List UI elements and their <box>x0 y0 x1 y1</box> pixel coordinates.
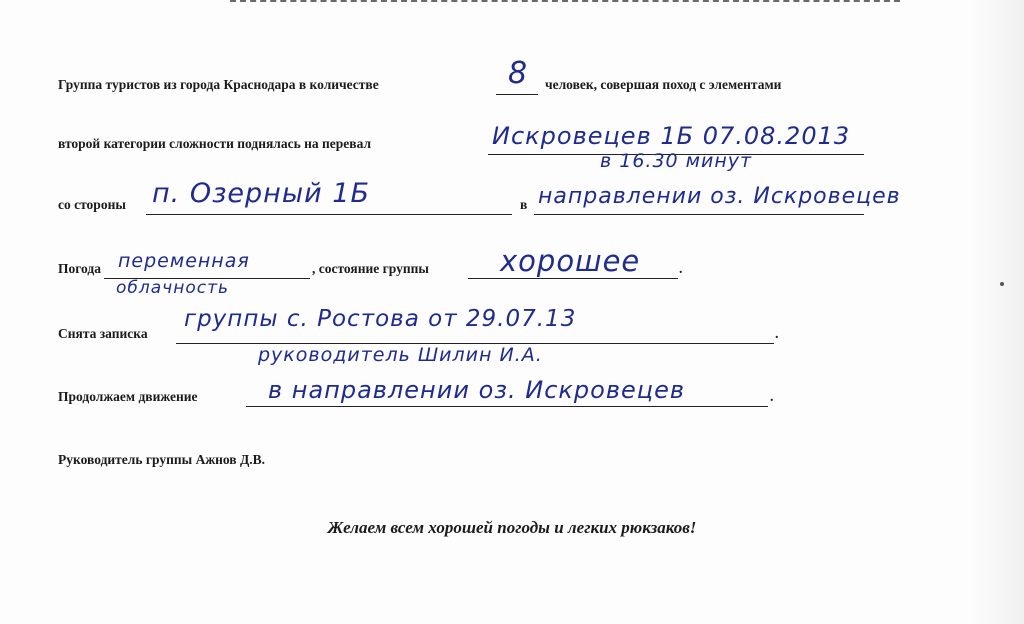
weather-line1: переменная <box>118 250 250 272</box>
closing-wish: Желаем всем хорошей погоды и легких рюкзаков! <box>327 518 697 537</box>
line5-prefix: Снята записка <box>58 326 148 341</box>
note-leader: руководитель Шилин И.А. <box>258 344 543 366</box>
group-condition: хорошее <box>500 244 641 278</box>
note-taken: группы с. Ростова от 29.07.13 <box>184 306 577 332</box>
count-underline <box>496 94 538 95</box>
from-underline <box>146 214 512 215</box>
line4-prefix: Погода <box>58 261 101 276</box>
line4-mid: , состояние группы <box>312 261 429 276</box>
group-leader: Руководитель группы Ажнов Д.В. <box>58 452 266 467</box>
tear-line <box>230 0 900 8</box>
direction: направлении оз. Искровецев <box>538 184 901 209</box>
line1-suffix: человек, совершая поход с элементами <box>545 77 782 92</box>
weather-line2: облачность <box>116 278 229 298</box>
direction-underline <box>534 214 864 215</box>
line1-prefix: Группа туристов из города Краснодара в количестве <box>58 77 379 92</box>
pass-time: в 16.30 минут <box>600 150 753 172</box>
line3-mid: в <box>520 197 528 212</box>
group-count: 8 <box>508 56 529 91</box>
line3-prefix: со стороны <box>58 197 126 212</box>
line5-end: . <box>775 327 779 342</box>
continue-underline <box>246 406 768 407</box>
line4-end: . <box>679 262 683 277</box>
paper-speck <box>1000 282 1004 286</box>
line6-end: . <box>770 390 774 405</box>
line2-prefix: второй категории сложности поднялась на перевал <box>58 136 372 151</box>
line6-prefix: Продолжаем движение <box>58 389 198 404</box>
pass-name: Искровецев 1Б 07.08.2013 <box>492 122 851 150</box>
from-side: п. Озерный 1Б <box>152 178 370 209</box>
continue-direction: в направлении оз. Искровецев <box>268 376 685 404</box>
condition-underline <box>468 278 678 279</box>
